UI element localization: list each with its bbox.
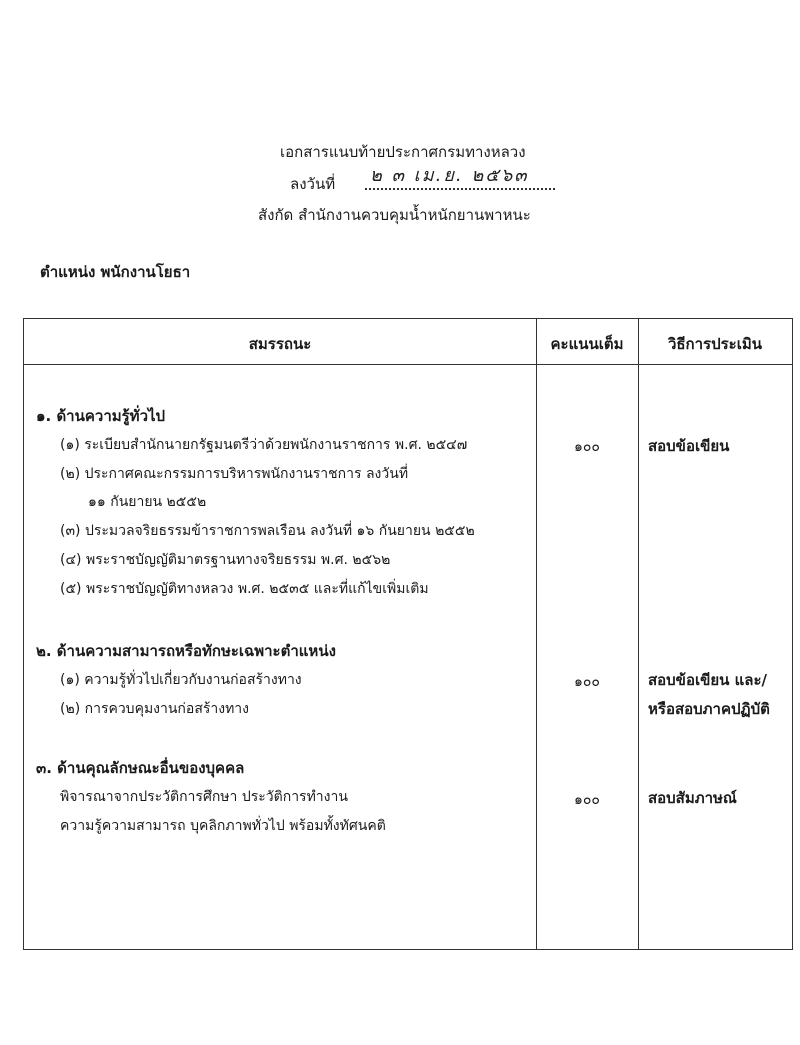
date-label: ลงวันที่ bbox=[290, 175, 336, 193]
handwritten-date: ๒ ๓ เม.ย. ๒๕๖๓ bbox=[370, 165, 529, 186]
section-1-item: ๑๑ กันยายน ๒๕๕๒ bbox=[88, 494, 207, 510]
header-divider bbox=[24, 364, 792, 365]
section-1-item: (๕) พระราชบัญญัติทางหลวง พ.ศ. ๒๕๓๕ และที่แก้ไขเพิ่มเติม bbox=[60, 581, 429, 597]
section-2-item: (๒) การควบคุมงานก่อสร้างทาง bbox=[60, 701, 250, 717]
section-3-item: ความรู้ความสามารถ บุคลิกภาพทั่วไป พร้อมทั้งทัศนคติ bbox=[60, 818, 386, 834]
competency-table bbox=[23, 318, 793, 950]
section-3-method: สอบสัมภาษณ์ bbox=[648, 789, 737, 807]
date-dotted-line bbox=[365, 188, 555, 190]
column-divider bbox=[638, 319, 639, 949]
section-2-method: สอบข้อเขียน และ/ bbox=[648, 671, 767, 689]
header-method: วิธีการประเมิน bbox=[667, 335, 763, 353]
position-label: ตำแหน่ง พนักงานโยธา bbox=[40, 263, 191, 281]
section-1-method: สอบข้อเขียน bbox=[648, 437, 730, 455]
section-2-item: (๑) ความรู้ทั่วไปเกี่ยวกับงานก่อสร้างทาง bbox=[60, 672, 302, 688]
section-1-item: (๑) ระเบียบสำนักนายกรัฐมนตรีว่าด้วยพนักงานราชการ พ.ศ. ๒๕๔๗ bbox=[60, 437, 468, 453]
section-2-score: ๑๐๐ bbox=[574, 674, 600, 690]
section-1-score: ๑๐๐ bbox=[574, 439, 600, 455]
announcement-title: เอกสารแนบท้ายประกาศกรมทางหลวง bbox=[280, 143, 526, 161]
header-competency: สมรรถนะ bbox=[248, 335, 312, 353]
section-2-method: หรือสอบภาคปฏิบัติ bbox=[648, 700, 770, 718]
header-full-score: คะแนนเต็ม bbox=[550, 335, 624, 353]
section-3-title: ๓. ด้านคุณลักษณะอื่นของบุคคล bbox=[36, 759, 245, 777]
section-1-item: (๒) ประกาศคณะกรรมการบริหารพนักงานราชการ ลงวันที่ bbox=[60, 466, 409, 482]
section-2-title: ๒. ด้านความสามารถหรือทักษะเฉพาะตำแหน่ง bbox=[36, 642, 336, 660]
column-divider bbox=[536, 319, 537, 949]
section-3-score: ๑๐๐ bbox=[574, 792, 600, 808]
section-1-title: ๑. ด้านความรู้ทั่วไป bbox=[36, 407, 166, 425]
section-1-item: (๔) พระราชบัญญัติมาตรฐานทางจริยธรรม พ.ศ. ๒๕๖๒ bbox=[60, 552, 391, 568]
section-1-item: (๓) ประมวลจริยธรรมข้าราชการพลเรือน ลงวันที่ ๑๖ กันยายน ๒๕๕๒ bbox=[60, 523, 475, 539]
section-3-item: พิจารณาจากประวัติการศึกษา ประวัติการทำงาน bbox=[60, 789, 348, 805]
agency-line: สังกัด สำนักงานควบคุมน้ำหนักยานพาหนะ bbox=[258, 206, 531, 224]
